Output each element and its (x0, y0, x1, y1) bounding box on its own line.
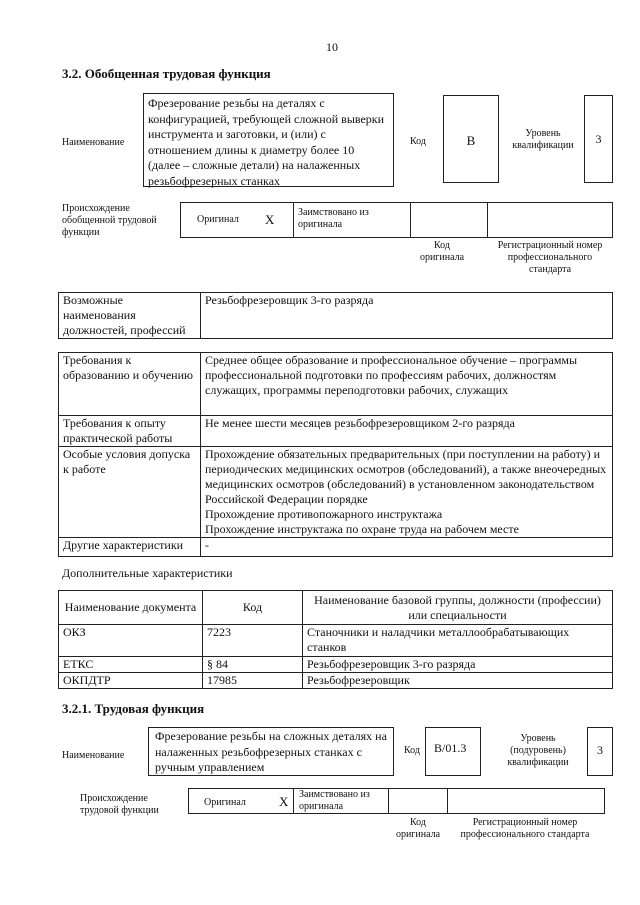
page-number: 10 (326, 40, 338, 54)
gtf-code: B (443, 95, 499, 183)
positions-label: Возможные наименования должностей, профессий (59, 293, 201, 339)
tf-borrowed-label: Заимствовано из оригинала (299, 789, 370, 812)
tf-original-label: Оригинал (204, 797, 246, 808)
req-label: Требования к опыту практической работы (59, 416, 201, 447)
tf-title: 3.2.1. Трудовая функция (62, 701, 205, 716)
cell: ОКЗ (59, 625, 203, 657)
name-label: Наименование (62, 137, 125, 148)
col-header: Наименование документа (59, 591, 203, 625)
cell: 7223 (203, 625, 303, 657)
req-label: Особые условия допуска к работе (59, 447, 201, 538)
col-header: Код (203, 591, 303, 625)
divider (487, 202, 488, 238)
req-label: Требования к образованию и обучению (59, 353, 201, 416)
tf-reg-number-label: Регистрационный номер профессионального стандарта (460, 817, 590, 840)
cell: § 84 (203, 657, 303, 673)
tf-code: B/01.3 (425, 727, 481, 776)
cell: Резьбофрезеровщик 3-го разряда (303, 657, 613, 673)
tf-code-label: Код (404, 745, 420, 756)
tf-name-label: Наименование (62, 750, 125, 761)
positions-table (58, 292, 613, 339)
origin-label: Происхождение обобщенной трудовой функции (62, 203, 157, 238)
borrowed-label: Заимствовано из оригинала (298, 207, 369, 230)
reg-number-label: Регистрационный номер профессионального стандарта (497, 240, 603, 275)
tf-level-label: Уровень (подуровень) квалификации (507, 733, 569, 768)
tf-level: 3 (587, 727, 613, 776)
code-label: Код (410, 136, 426, 147)
tf-origin-table (188, 788, 605, 814)
tf-origin-code-label: Код оригинала (395, 817, 441, 840)
section-title: 3.2. Обобщенная трудовая функция (62, 66, 271, 81)
level-label: Уровень квалификации (512, 128, 574, 151)
divider (447, 788, 448, 814)
tf-original-mark: X (279, 794, 289, 809)
extra-title: Дополнительные характеристики (62, 566, 233, 580)
tf-origin-label: Происхождение трудовой функции (80, 793, 159, 816)
cell: 17985 (203, 673, 303, 689)
gtf-name-box: Фрезерование резьбы на деталях с конфигурацией, требующей сложной выверки инструмента и заготовки, и (или) с отношением длины к диаметру более 10 (далее – сложные детали) на налаженных резьбофрезерных станках (143, 93, 394, 187)
cell: ОКПДТР (59, 673, 203, 689)
cell: ЕТКС (59, 657, 203, 673)
req-value: Среднее общее образование и профессиональное обучение – программы профессиональной подготовки по профессиям рабочих, должностям служащих, программы переподготовки рабочих, служащих (201, 353, 613, 416)
original-mark: X (265, 212, 275, 227)
requirements-table (58, 352, 613, 557)
cell: Станочники и наладчики металлообрабатывающих станков (303, 625, 613, 657)
req-label: Другие характеристики (59, 538, 201, 557)
col-header: Наименование базовой группы, должности (профессии) или специальности (303, 591, 613, 625)
original-label: Оригинал (197, 214, 239, 225)
positions-value: Резьбофрезеровщик 3-го разряда (201, 293, 613, 339)
req-value: Прохождение обязательных предварительных (при поступлении на работу) и периодических медицинских осмотров (обследований), а также внеочередных медицинских осмотров (обследований) в установленном законодательством Российской Федерации порядке Прохождение противопожарного инструктажа Прохождение инструктажа по охране труда на рабочем месте (201, 447, 613, 538)
tf-name-box: Фрезерование резьбы на сложных деталях на налаженных резьбофрезерных станках с ручным управлением (148, 727, 394, 776)
req-value: - (201, 538, 613, 557)
extra-table (58, 590, 613, 689)
cell: Резьбофрезеровщик (303, 673, 613, 689)
origin-code-label: Код оригинала (419, 240, 465, 263)
req-value: Не менее шести месяцев резьбофрезеровщиком 2-го разряда (201, 416, 613, 447)
gtf-level: 3 (584, 95, 613, 183)
